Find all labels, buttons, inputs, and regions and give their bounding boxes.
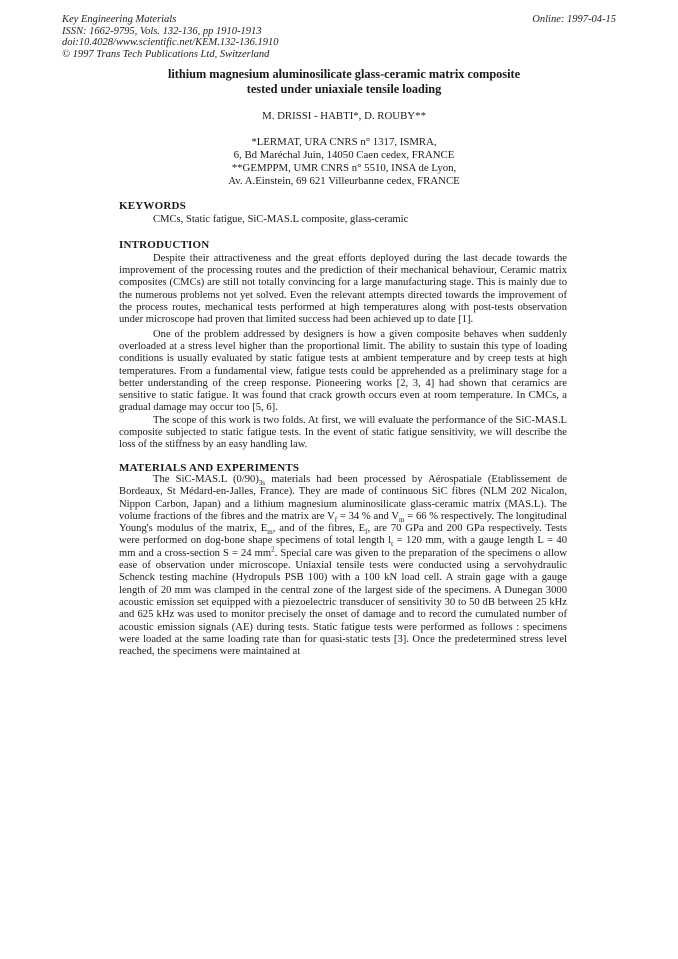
title-line-2: tested under uniaxiale tensile loading — [246, 82, 442, 96]
keywords-text: CMCs, Static fatigue, SiC-MAS.L composite, glass-ceramic — [153, 214, 409, 226]
paper-title — [120, 67, 568, 97]
keywords-heading: KEYWORDS — [119, 200, 186, 212]
online-date: Online: 1997-04-15 — [532, 14, 616, 25]
intro-paragraph-2: One of the problem addressed by designers is how a given composite behaves when suddenly overloaded at a stress level higher than the proportional limit. The ability to sustain this type of loading conditions is usually evaluated by static fatigue tests at ambient temperature and by creep tests at high temperatures. From a fundamental view, fatigue tests could be apprehended as a preliminary stage for a better understanding of the creep response. Pioneering works [2, 3, 4] had shown that ceramics are sensitive to static fatigue. It was found that crack growth occurs even at room temperature. In CMCs, a gradual damage may occur too [5, 6]. — [119, 328, 567, 414]
affiliation-line: 6, Bd Maréchal Juin, 14050 Caen cedex, FRANCE — [233, 149, 455, 161]
introduction-heading: INTRODUCTION — [119, 238, 210, 251]
doi-line[interactable]: doi:10.4028/www.scientific.net/KEM.132-136.1910 — [62, 37, 279, 48]
affiliation-line: **GEMPPM, UMR CNRS n° 5510, INSA de Lyon, — [231, 162, 457, 174]
copyright-line: © 1997 Trans Tech Publications Ltd, Switzerland — [62, 48, 270, 60]
issn-line: ISSN: 1662-9795, Vols. 132-136, pp 1910-1913 — [62, 25, 262, 37]
paper-body — [119, 200, 567, 658]
intro-paragraph-3: The scope of this work is two folds. At first, we will evaluate the performance of the SiC-MAS.L composite subjected to static fatigue tests. In the event of static fatigue sensitivity, we will describe the loss of the stiffness by an easy handling law. — [119, 414, 567, 451]
intro-paragraph-1: Despite their attractiveness and the great efforts deployed during the last decade towards the improvement of the processing routes and the prediction of their mechanical behaviour, Ceramic matrix composites (CMCs) are still not totally convincing for a large manufacturing stage. This is mainly due to the numerous problems not yet solved. Even the relevant attempts directed towards the improvement of the process routes, mechanical tests performed at high temperatures along with post-tests observation under microscope had proven that limited success had been achieved up to date [1]. — [119, 252, 567, 326]
affiliation-line: *LERMAT, URA CNRS n° 1317, ISMRA, — [251, 136, 437, 148]
journal-header — [62, 14, 279, 60]
title-line-1: lithium magnesium aluminosilicate glass-ceramic matrix composite — [167, 67, 521, 81]
authors: M. DRISSI - HABTI*, D. ROUBY** — [262, 110, 426, 122]
journal-name: Key Engineering Materials — [62, 14, 177, 25]
materials-heading: MATERIALS AND EXPERIMENTS — [119, 461, 300, 474]
affiliations — [120, 136, 568, 188]
materials-paragraph: The SiC-MAS.L $(0/90)_{3s}$ materials had been processed by Aérospatiale (Etablissement de Bordeaux, St Médard-en-Jalles, France). They are made of continuous SiC fibres (NLM 202 Nicalon, Nippon Carbon, Japan) and a lithium magnesium aluminosilicate glass-ceramic matrix (MAS.L). The volume fractions of the fibres and the matrix are $V_f = 34$ % and $V_m = 66$ % respectively. The longitudinal Young's modulus of the matrix, $E_m$, and of the fibres, $E_f$, are 70 GPa and 200 GPa respectively. Tests were performed on dog-bone shape specimens of total length $l_t = 120$ mm, with a gauge length L = 40 mm and a cross-section S = 24 $mm^2$. Special care was given to the preparation of the specimens o allow ease of observation under microscope. Uniaxial tensile tests were conducted using a servohydraulic Schenck testing machine (Hydropuls PSB 100) with a 100 kN load cell. A strain gage with a gauge length of 20 mm was clamped in the central zone of the largest side of the specimens. A Dunegan 3000 acoustic emission set equipped with a piezoelectric transducer of sensitivity 30 to 50 dB between 25 kHz and 625 kHz was used to monitor precisely the onset of damage and to record the cumulated number of acoustic emission signals (AE) during tests. Static fatigue tests were performed as follows : specimens were loaded at the same loading rate than for quasi-static tests [3]. Once the predetermined stress level reached, the specimens were maintained at — [119, 473, 568, 658]
affiliation-line: Av. A.Einstein, 69 621 Villeurbanne cedex, FRANCE — [228, 175, 460, 187]
